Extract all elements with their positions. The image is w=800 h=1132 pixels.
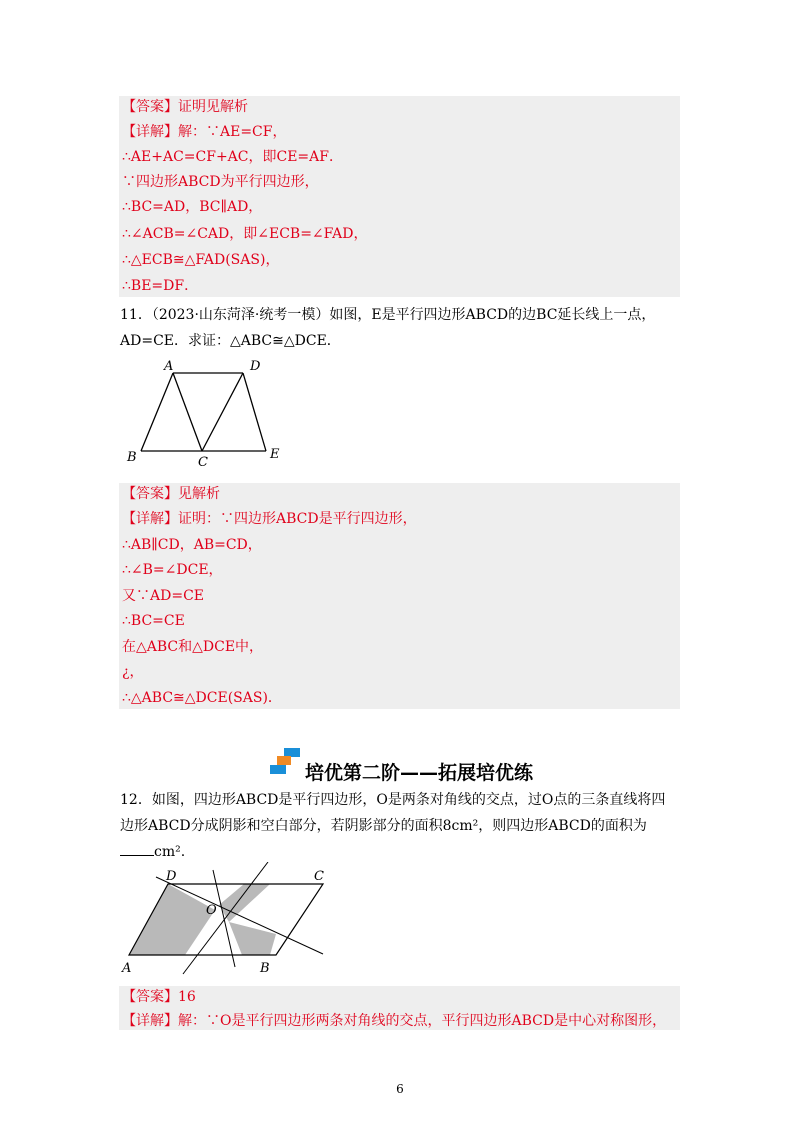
label-D: D	[166, 869, 177, 884]
section-icon	[270, 748, 302, 776]
label-C: C	[198, 455, 208, 468]
detail-line: ∴△ABC≅△DCE(SAS)．	[122, 690, 282, 706]
label-C: C	[314, 869, 324, 884]
detail-line: ¿，	[122, 664, 144, 680]
answer-line: 【答案】证明见解析	[122, 99, 248, 115]
detail-line: 【详解】解：∵O是平行四边形两条对角线的交点，平行四边形ABCD是中心对称图形，	[122, 1013, 667, 1029]
label-B: B	[127, 450, 137, 465]
label-A: A	[164, 359, 174, 374]
detail-line: ∴AB∥CD，AB=CD，	[122, 537, 262, 553]
area-unit: cm².	[154, 844, 186, 860]
question-12-line2: 边形ABCD分成阴影和空白部分，若阴影部分的面积8cm²，则四边形ABCD的面积为	[120, 818, 647, 834]
detail-line: ∴BE=DF．	[122, 278, 199, 294]
detail-line: ∴BC=CE	[122, 613, 185, 629]
figure-11	[120, 356, 300, 468]
label-O: O	[206, 903, 217, 918]
detail-line: ∴AE+AC=CF+AC，即CE=AF．	[122, 149, 343, 165]
detail-line: 【详解】解：∵AE=CF，	[122, 124, 287, 140]
answer-line: 【答案】16	[122, 989, 196, 1005]
detail-line: ∴∠B=∠DCE，	[122, 562, 223, 578]
section-title: 培优第二阶——拓展培优练	[305, 762, 534, 784]
figure-12	[118, 862, 338, 982]
detail-line: ∴BC=AD，BC∥AD，	[122, 199, 263, 215]
question-12-line3	[120, 842, 185, 862]
question-11-line2: AD=CE．求证：△ABC≅△DCE．	[120, 333, 341, 349]
question-12-line1: 12．如图，四边形ABCD是平行四边形，O是两条对角线的交点，过O点的三条直线将四	[120, 792, 666, 808]
detail-line: ∴△ECB≅△FAD(SAS)，	[122, 252, 280, 268]
detail-line: ∴∠ACB=∠CAD，即∠ECB=∠FAD，	[122, 226, 368, 242]
label-E: E	[270, 447, 280, 462]
label-D: D	[250, 359, 261, 374]
detail-line: 【详解】证明：∵四边形ABCD是平行四边形，	[122, 511, 417, 527]
answer-blank[interactable]	[120, 843, 154, 856]
detail-line: ∵四边形ABCD为平行四边形，	[122, 174, 319, 190]
detail-line: 又∵AD=CE	[122, 588, 204, 604]
label-B: B	[260, 961, 270, 976]
question-11-line1: 11．（2023·山东菏泽·统考一模）如图，E是平行四边形ABCD的边BC延长线上一点，	[120, 307, 656, 323]
answer-line: 【答案】见解析	[122, 486, 220, 502]
detail-line: 在△ABC和△DCE中，	[122, 639, 264, 655]
page-number: 6	[396, 1082, 404, 1096]
label-A: A	[122, 961, 132, 976]
